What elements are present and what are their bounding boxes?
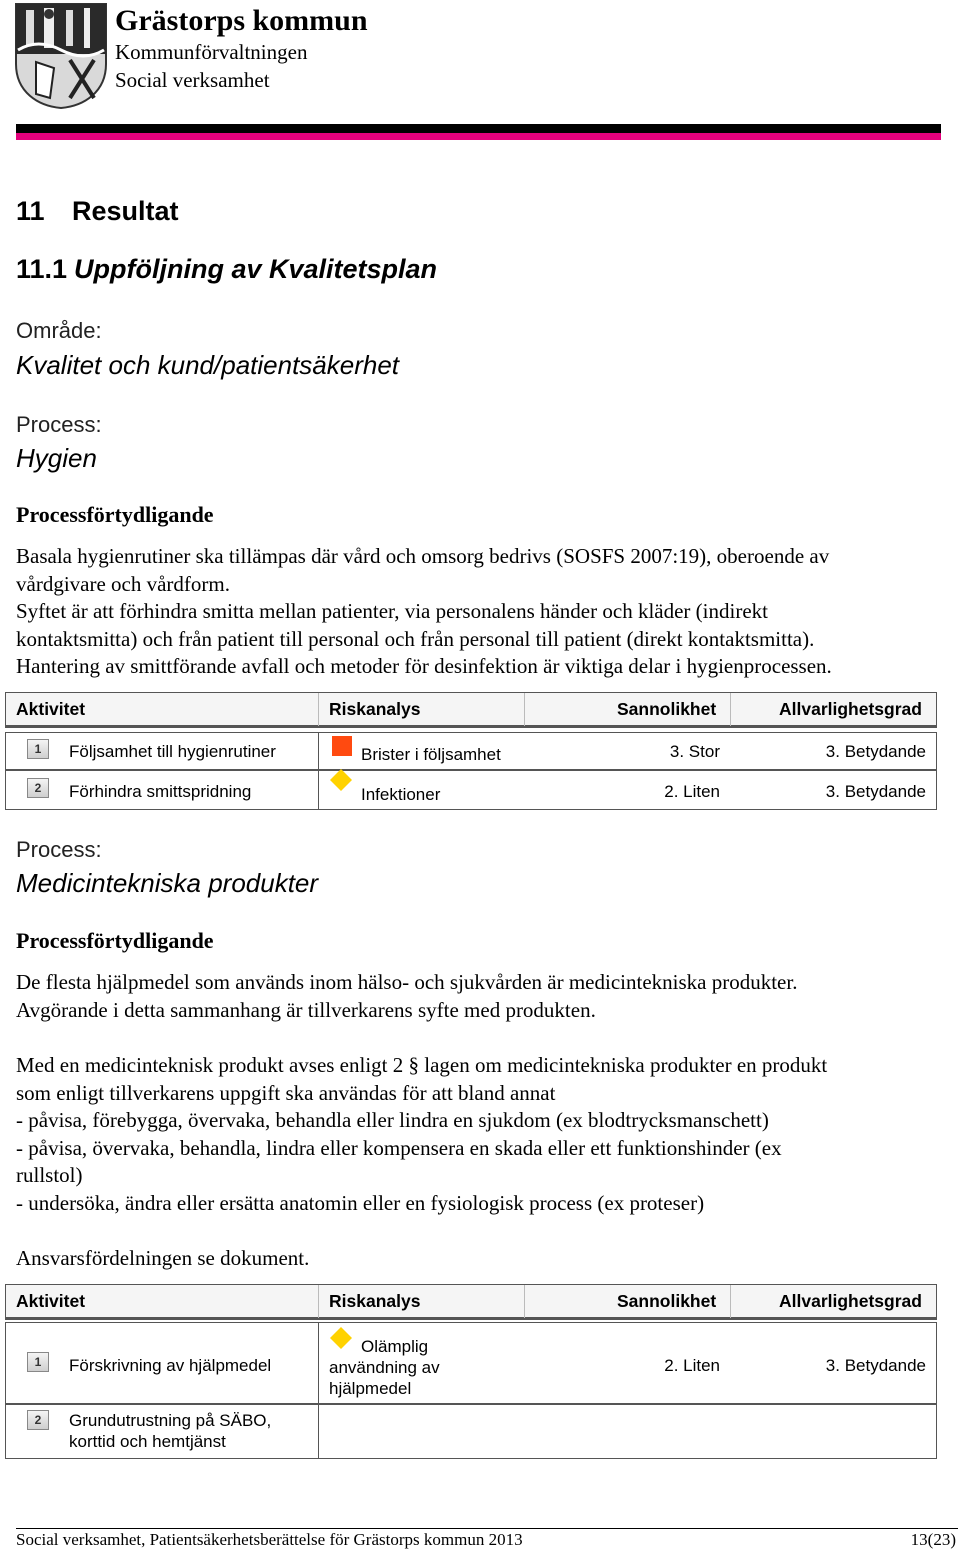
probability-cell: 2. Liten [664, 1356, 720, 1375]
process-label: Process: [16, 837, 102, 862]
medtech-definition: Med en medicinteknisk produkt avses enligt 2 § lagen om medicintekniska produkter en produkt som enligt tillverkarens uppgift ska användas för att bland annat - påvisa, förebygga, övervaka, behandla eller lindra en sjukdom (ex blodtrycksmanschett) - påvisa, övervaka, behandla, lindra eller kompensera en skada eller ett funktionshinder (ex rullstol) - undersöka, ändra eller ersätta anatomin eller en fysiologisk process (ex proteser) [16, 1053, 828, 1215]
orange-square-icon [332, 736, 352, 756]
footer-divider [16, 1528, 958, 1529]
row-number-badge: 2 [27, 1410, 49, 1430]
chapter-heading: 11 Resultat [16, 196, 179, 226]
activity-cell: Förhindra smittspridning [69, 782, 252, 801]
process-clarification-title: Processförtydligande [16, 928, 214, 953]
hygiene-description: Basala hygienrutiner ska tillämpas där vård och omsorg bedrivs (SOSFS 2007:19), oberoende av vårdgivare och vårdform. Syftet är att förhindra smitta mellan patienter, via personalens händer och kläder (indirekt kontaktsmitta) och från patient till personal och från personal till patient (direkt kontaktsmitta). Hantering av smittförande avfall och metoder för desinfektion är viktiga delar i hygienprocessen. [16, 544, 832, 679]
header-severity: Allvarlighetsgrad [779, 1291, 922, 1311]
process-clarification-title: Processförtydligande [16, 502, 214, 527]
hygiene-activity-table [5, 692, 937, 812]
table-header [5, 1284, 937, 1320]
division-name: Social verksamhet [115, 68, 270, 92]
table-row [5, 770, 937, 810]
process-value: Hygien [16, 443, 97, 473]
probability-cell: 2. Liten [664, 782, 720, 801]
probability-cell: 3. Stor [669, 742, 720, 761]
activity-cell: Följsamhet till hygienrutiner [69, 742, 276, 761]
risk-cell: Olämplig användning av hjälpmedel [329, 1337, 440, 1398]
department-name: Kommunförvaltningen [115, 40, 308, 64]
row-number-badge: 1 [27, 739, 49, 759]
row-number-badge: 1 [27, 1352, 49, 1372]
process-label: Process: [16, 412, 102, 437]
risk-cell: Brister i följsamhet [361, 745, 501, 764]
page-number: 13(23) [910, 1530, 956, 1549]
process-value: Medicintekniska produkter [16, 868, 319, 898]
area-value: Kvalitet och kund/patientsäkerhet [16, 350, 400, 380]
row-number-badge: 2 [27, 778, 49, 798]
table-row [5, 1322, 937, 1404]
organization-name: Grästorps kommun [115, 4, 368, 37]
table-row [5, 732, 937, 770]
medtech-activity-table [5, 1284, 937, 1460]
header-risk: Riskanalys [329, 1291, 421, 1311]
area-label: Område: [16, 318, 102, 343]
activity-cell: Förskrivning av hjälpmedel [69, 1356, 272, 1375]
responsibility-note: Ansvarsfördelningen se dokument. [16, 1246, 310, 1270]
municipality-coat-of-arms-logo [14, 2, 108, 110]
header-risk: Riskanalys [329, 699, 421, 719]
severity-cell: 3. Betydande [825, 782, 926, 801]
table-row [5, 1404, 937, 1459]
risk-cell: Infektioner [361, 785, 441, 804]
footer-text: Social verksamhet, Patientsäkerhetsberättelse för Grästorps kommun 2013 [16, 1530, 523, 1549]
header-probability: Sannolikhet [617, 699, 717, 719]
section-heading: 11.1 Uppföljning av Kvalitetsplan [16, 254, 438, 284]
activity-cell: Grundutrustning på SÄBO, korttid och hemtjänst [69, 1411, 272, 1451]
table-header [5, 692, 937, 728]
medtech-description: De flesta hjälpmedel som används inom hälso- och sjukvården är medicintekniska produkter. Avgörande i detta sammanhang är tillverkarens syfte med produkten. [16, 970, 798, 1022]
header-activity: Aktivitet [16, 699, 86, 719]
yellow-diamond-icon [330, 769, 352, 791]
header-activity: Aktivitet [16, 1291, 86, 1311]
severity-cell: 3. Betydande [825, 1356, 926, 1375]
severity-cell: 3. Betydande [825, 742, 926, 761]
header-severity: Allvarlighetsgrad [779, 699, 922, 719]
header-divider-bar [16, 124, 941, 140]
header-probability: Sannolikhet [617, 1291, 717, 1311]
